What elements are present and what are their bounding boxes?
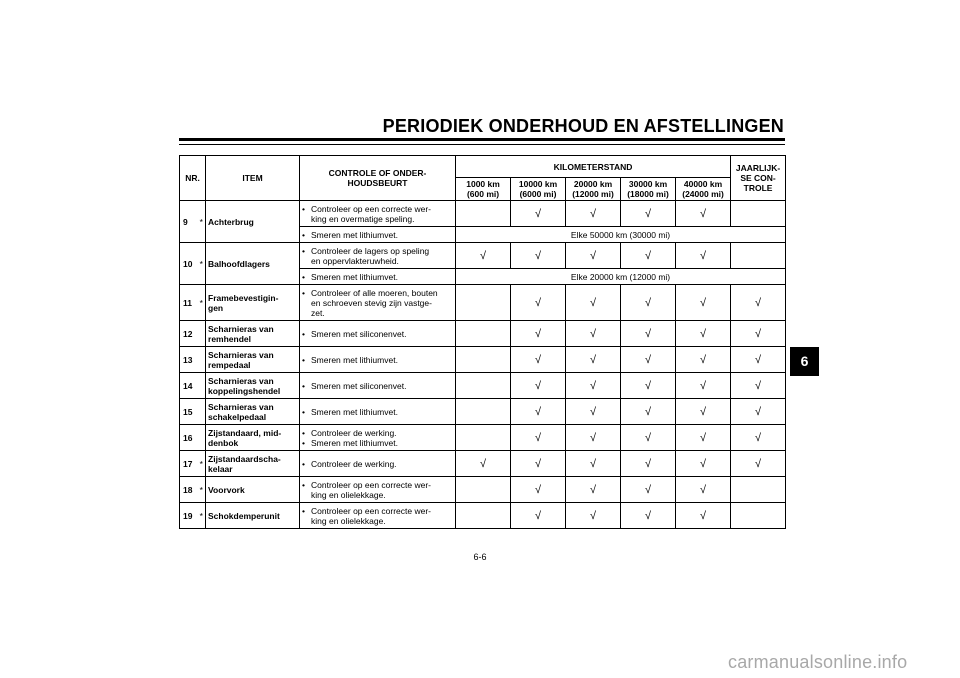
- check-mark: √: [589, 296, 597, 309]
- maintenance-table: [179, 155, 786, 529]
- interval-cell: [456, 451, 511, 477]
- interval-cell: [456, 425, 511, 451]
- interval-cell: [566, 243, 621, 269]
- page-title: PERIODIEK ONDERHOUD EN AFSTELLINGEN: [382, 116, 784, 136]
- asterisk-mark: [198, 373, 206, 399]
- item-name: Achterbrug: [206, 201, 300, 243]
- interval-cell: [676, 399, 731, 425]
- interval-cell: [456, 321, 511, 347]
- row-number: 16: [180, 425, 198, 451]
- check-cell: [300, 227, 456, 243]
- asterisk-mark: *: [198, 451, 206, 477]
- check-mark: √: [755, 431, 762, 444]
- check-text: • Smeren met siliconenvet.: [302, 329, 453, 339]
- check-mark: √: [700, 327, 707, 340]
- row-number: 9: [180, 201, 198, 243]
- check-text: • Controleer de werking.: [302, 459, 453, 469]
- item-name: Zijstandaard, mid- denbok: [206, 425, 300, 451]
- table-row: [180, 201, 786, 227]
- yearly-cell: [731, 503, 786, 529]
- interval-cell: [566, 425, 621, 451]
- interval-cell: [511, 285, 566, 321]
- check-mark: √: [700, 483, 707, 496]
- interval-cell: [456, 399, 511, 425]
- check-mark: √: [644, 483, 652, 496]
- check-cell: [300, 503, 456, 529]
- check-mark: √: [700, 457, 707, 470]
- interval-cell: [456, 477, 511, 503]
- yearly-cell: [731, 321, 786, 347]
- table-row: [180, 373, 786, 399]
- check-cell: [300, 425, 456, 451]
- yearly-cell: [731, 425, 786, 451]
- interval-cell: [621, 399, 676, 425]
- header-interval: 1000 km (600 mi): [456, 178, 511, 201]
- check-cell: [300, 285, 456, 321]
- interval-cell: [621, 201, 676, 227]
- check-text: • Controleer de lagers op speling en oppervlakteruwheid.: [302, 246, 453, 266]
- interval-cell: [621, 451, 676, 477]
- check-text: • Smeren met siliconenvet.: [302, 381, 453, 391]
- interval-cell: [676, 201, 731, 227]
- check-mark: √: [644, 353, 652, 366]
- check-mark: √: [755, 405, 762, 418]
- interval-cell: [621, 425, 676, 451]
- interval-cell: [511, 201, 566, 227]
- check-mark: √: [700, 207, 707, 220]
- row-number: 14: [180, 373, 198, 399]
- check-text: • Controleer op een correcte wer- king en olielekkage.: [302, 480, 453, 500]
- check-mark: √: [644, 509, 652, 522]
- title-rule-thin: [179, 144, 785, 145]
- asterisk-mark: *: [198, 503, 206, 529]
- row-number: 13: [180, 347, 198, 373]
- check-text: • Controleer of alle moeren, bouten en schroeven stevig zijn vastge- zet.: [302, 288, 453, 318]
- row-number: 18: [180, 477, 198, 503]
- asterisk-mark: *: [198, 477, 206, 503]
- check-mark: √: [534, 483, 542, 496]
- interval-cell: [676, 503, 731, 529]
- interval-cell: [566, 285, 621, 321]
- interval-cell: [621, 285, 676, 321]
- header-interval: 30000 km (18000 mi): [621, 178, 676, 201]
- check-mark: √: [479, 457, 487, 470]
- table-row: [180, 347, 786, 373]
- interval-cell: [566, 373, 621, 399]
- check-text: • Controleer op een correcte wer- king en overmatige speling.: [302, 204, 453, 224]
- asterisk-mark: *: [198, 243, 206, 285]
- interval-cell: [676, 347, 731, 373]
- check-mark: √: [700, 379, 707, 392]
- interval-cell: [676, 477, 731, 503]
- yearly-cell: [731, 347, 786, 373]
- check-mark: √: [534, 327, 542, 340]
- check-mark: √: [534, 431, 542, 444]
- asterisk-mark: [198, 347, 206, 373]
- check-mark: √: [700, 296, 707, 309]
- interval-cell: [621, 373, 676, 399]
- check-cell: [300, 201, 456, 227]
- check-mark: √: [644, 207, 652, 220]
- header-interval: 10000 km (6000 mi): [511, 178, 566, 201]
- interval-cell: [511, 243, 566, 269]
- check-mark: √: [755, 327, 762, 340]
- table-row: [180, 425, 786, 451]
- interval-cell: [456, 285, 511, 321]
- header-interval: 40000 km (24000 mi): [676, 178, 731, 201]
- check-mark: √: [589, 457, 597, 470]
- interval-cell: [621, 243, 676, 269]
- page-number: 6-6: [473, 552, 487, 562]
- check-mark: √: [644, 249, 652, 262]
- asterisk-mark: [198, 321, 206, 347]
- table-row: [180, 285, 786, 321]
- item-name: Zijstandaardscha- kelaar: [206, 451, 300, 477]
- table-row: [180, 321, 786, 347]
- check-mark: √: [534, 405, 542, 418]
- interval-cell: [621, 347, 676, 373]
- check-mark: √: [700, 509, 707, 522]
- table-row: [180, 503, 786, 529]
- check-text: • Smeren met lithiumvet.: [302, 355, 453, 365]
- interval-cell: [676, 373, 731, 399]
- interval-note: Elke 50000 km (30000 mi): [456, 227, 786, 243]
- check-mark: √: [589, 249, 597, 262]
- check-cell: [300, 243, 456, 269]
- interval-cell: [456, 201, 511, 227]
- check-mark: √: [534, 249, 542, 262]
- check-mark: √: [700, 249, 707, 262]
- item-name: Scharnieras van rempedaal: [206, 347, 300, 373]
- interval-cell: [511, 503, 566, 529]
- check-cell: [300, 373, 456, 399]
- asterisk-mark: [198, 399, 206, 425]
- title-rule-thick: [179, 138, 785, 141]
- yearly-cell: [731, 201, 786, 227]
- yearly-cell: [731, 399, 786, 425]
- interval-cell: [456, 503, 511, 529]
- check-mark: √: [479, 249, 487, 262]
- check-mark: √: [700, 353, 707, 366]
- header-yearly: JAARLIJK- SE CON- TROLE: [731, 156, 786, 201]
- check-cell: [300, 477, 456, 503]
- section-tab: 6: [790, 347, 819, 376]
- check-mark: √: [589, 379, 597, 392]
- header-interval: 20000 km (12000 mi): [566, 178, 621, 201]
- check-mark: √: [534, 379, 542, 392]
- table-row: [180, 451, 786, 477]
- yearly-cell: [731, 477, 786, 503]
- item-name: Scharnieras van schakelpedaal: [206, 399, 300, 425]
- interval-cell: [456, 243, 511, 269]
- yearly-cell: [731, 243, 786, 269]
- item-name: Voorvork: [206, 477, 300, 503]
- header-kilometerstand: KILOMETERSTAND: [456, 156, 731, 178]
- interval-cell: [456, 347, 511, 373]
- yearly-cell: [731, 373, 786, 399]
- interval-cell: [566, 201, 621, 227]
- check-text: • Smeren met lithiumvet.: [302, 407, 453, 417]
- interval-cell: [676, 243, 731, 269]
- interval-cell: [566, 503, 621, 529]
- row-number: 12: [180, 321, 198, 347]
- check-mark: √: [534, 207, 542, 220]
- check-text: • Smeren met lithiumvet.: [302, 272, 453, 282]
- check-mark: √: [534, 457, 542, 470]
- asterisk-mark: [198, 425, 206, 451]
- check-mark: √: [534, 353, 542, 366]
- check-mark: √: [534, 509, 542, 522]
- check-mark: √: [644, 431, 652, 444]
- interval-cell: [676, 285, 731, 321]
- check-text: • Smeren met lithiumvet.: [302, 438, 453, 448]
- check-cell: [300, 451, 456, 477]
- row-number: 17: [180, 451, 198, 477]
- interval-cell: [456, 373, 511, 399]
- check-mark: √: [589, 509, 597, 522]
- check-mark: √: [589, 405, 597, 418]
- check-cell: [300, 269, 456, 285]
- interval-cell: [676, 451, 731, 477]
- interval-cell: [511, 321, 566, 347]
- interval-cell: [511, 425, 566, 451]
- interval-cell: [676, 425, 731, 451]
- item-name: Scharnieras van remhendel: [206, 321, 300, 347]
- check-mark: √: [755, 296, 762, 309]
- check-mark: √: [589, 207, 597, 220]
- interval-cell: [621, 477, 676, 503]
- item-name: Framebevestigin- gen: [206, 285, 300, 321]
- check-mark: √: [755, 353, 762, 366]
- check-text: • Controleer de werking.: [302, 428, 453, 438]
- yearly-cell: [731, 451, 786, 477]
- watermark: carmanualsonline.info: [728, 652, 908, 672]
- item-name: Schokdemperunit: [206, 503, 300, 529]
- check-mark: √: [589, 327, 597, 340]
- header-item: ITEM: [206, 156, 300, 201]
- check-cell: [300, 321, 456, 347]
- row-number: 10: [180, 243, 198, 285]
- check-mark: √: [700, 405, 707, 418]
- yearly-cell: [731, 285, 786, 321]
- check-cell: [300, 399, 456, 425]
- interval-cell: [566, 321, 621, 347]
- row-number: 11: [180, 285, 198, 321]
- check-text: • Controleer op een correcte wer- king en olielekkage.: [302, 506, 453, 526]
- check-mark: √: [755, 379, 762, 392]
- asterisk-mark: *: [198, 285, 206, 321]
- interval-cell: [511, 451, 566, 477]
- item-name: Scharnieras van koppelingshendel: [206, 373, 300, 399]
- check-mark: √: [755, 457, 762, 470]
- check-mark: √: [644, 457, 652, 470]
- check-mark: √: [644, 327, 652, 340]
- interval-cell: [621, 503, 676, 529]
- check-cell: [300, 347, 456, 373]
- check-mark: √: [589, 353, 597, 366]
- interval-cell: [566, 399, 621, 425]
- check-mark: √: [644, 379, 652, 392]
- row-number: 15: [180, 399, 198, 425]
- item-name: Balhoofdlagers: [206, 243, 300, 285]
- check-mark: √: [534, 296, 542, 309]
- interval-cell: [566, 477, 621, 503]
- header-check: CONTROLE OF ONDER- HOUDSBEURT: [300, 156, 456, 201]
- row-number: 19: [180, 503, 198, 529]
- interval-cell: [566, 451, 621, 477]
- interval-cell: [511, 347, 566, 373]
- check-mark: √: [589, 431, 597, 444]
- check-mark: √: [589, 483, 597, 496]
- check-mark: √: [644, 405, 652, 418]
- check-text: • Smeren met lithiumvet.: [302, 230, 453, 240]
- table-row: [180, 243, 786, 269]
- interval-cell: [621, 321, 676, 347]
- interval-cell: [676, 321, 731, 347]
- check-mark: √: [700, 431, 707, 444]
- interval-cell: [566, 347, 621, 373]
- interval-note: Elke 20000 km (12000 mi): [456, 269, 786, 285]
- table-row: [180, 399, 786, 425]
- header-nr: NR.: [180, 156, 206, 201]
- table-row: [180, 477, 786, 503]
- interval-cell: [511, 373, 566, 399]
- asterisk-mark: *: [198, 201, 206, 243]
- interval-cell: [511, 399, 566, 425]
- check-mark: √: [644, 296, 652, 309]
- interval-cell: [511, 477, 566, 503]
